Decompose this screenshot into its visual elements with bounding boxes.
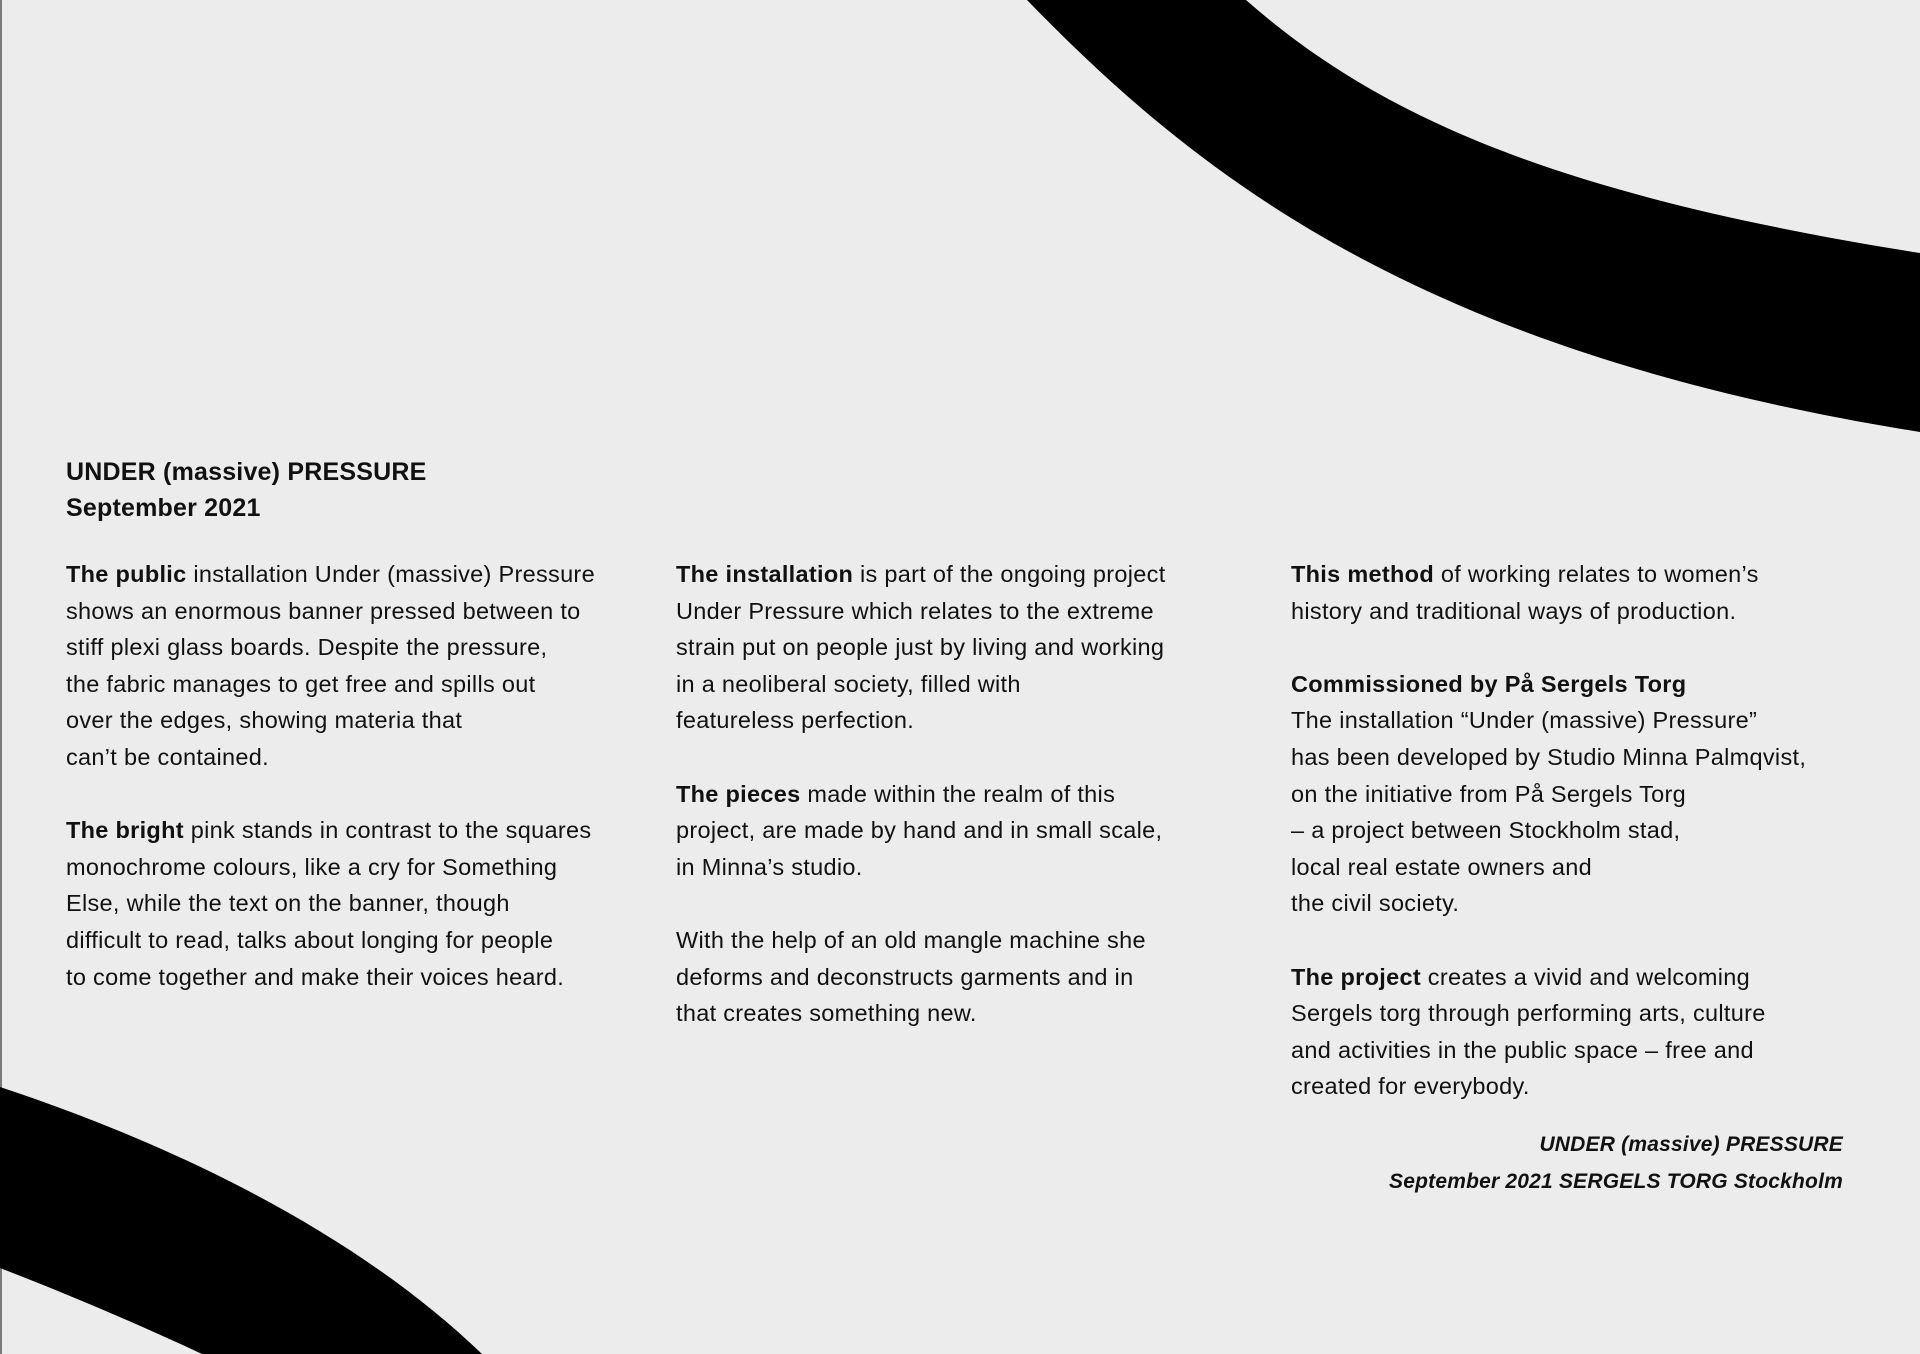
paragraph-line: difficult to read, talks about longing for people [66, 926, 554, 953]
paragraph-line: The installation “Under (massive) Pressure” [1291, 707, 1758, 734]
paragraph-lead: The bright [66, 817, 184, 844]
paragraph-line: the fabric manages to get free and spills out [66, 670, 536, 697]
paragraph-line: to come together and make their voices heard. [66, 963, 565, 990]
paragraph-line: has been developed by Studio Minna Palmqvist, [1291, 743, 1807, 770]
paragraph-line: can’t be contained. [66, 743, 269, 770]
text-column-2 [676, 556, 1236, 1032]
paragraph-spacer [676, 739, 1236, 776]
paragraph-spacer [66, 776, 646, 813]
document-date: September 2021 [66, 494, 261, 522]
paragraph-line: Under Pressure which relates to the extreme [676, 597, 1154, 624]
paragraph-line: project, are made by hand and in small scale, [676, 817, 1163, 844]
paragraph-line: in Minna’s studio. [676, 853, 863, 880]
paragraph-line: on the initiative from På Sergels Torg [1291, 780, 1686, 807]
paragraph-line: history and traditional ways of production. [1291, 597, 1737, 624]
paragraph-line: With the help of an old mangle machine she [676, 926, 1146, 953]
paragraph-lead: This method [1291, 561, 1434, 587]
signature-title: UNDER (massive) PRESSURE [1539, 1133, 1843, 1156]
document-title: UNDER (massive) PRESSURE [66, 458, 427, 486]
paragraph-spacer [1291, 629, 1871, 666]
paragraph-line: created for everybody. [1291, 1073, 1530, 1100]
paragraph-line: the civil society. [1291, 890, 1460, 917]
paragraph-line: deforms and deconstructs garments and in [676, 963, 1134, 990]
paragraph-line: that creates something new. [676, 1000, 977, 1027]
text-column-3 [1291, 556, 1871, 1105]
paragraph-line: in a neoliberal society, filled with [676, 670, 1021, 697]
paragraph-line: strain put on people just by living and working [676, 634, 1165, 661]
paragraph-line: This method of working relates to women’s [1291, 561, 1759, 587]
signature-block [1389, 1127, 1843, 1200]
paragraph-line: The installation is part of the ongoing project [676, 561, 1166, 587]
signature-place-date: September 2021 SERGELS TORG Stockholm [1389, 1169, 1843, 1193]
document-heading [66, 454, 426, 526]
paragraph-lead: The public [66, 561, 187, 587]
paragraph-line: The project creates a vivid and welcoming [1291, 963, 1750, 990]
paragraph-line: and activities in the public space – free and [1291, 1036, 1754, 1063]
paragraph-spacer [676, 885, 1236, 922]
paragraph-lead: The installation [676, 561, 854, 587]
paragraph-line: Else, while the text on the banner, though [66, 890, 510, 917]
paragraph-line: Sergels torg through performing arts, culture [1291, 1000, 1766, 1027]
paragraph-line: local real estate owners and [1291, 853, 1593, 880]
paragraph-line: stiff plexi glass boards. Despite the pressure, [66, 634, 548, 661]
paragraph-line: shows an enormous banner pressed between to [66, 597, 581, 624]
paragraph-line: over the edges, showing materia that [66, 707, 463, 734]
paragraph-lead: The project [1291, 963, 1421, 990]
paragraph-line: The pieces made within the realm of this [676, 780, 1116, 807]
paragraph-spacer [1291, 922, 1871, 959]
paragraph-line: featureless perfection. [676, 707, 915, 734]
text-column-1 [66, 556, 646, 995]
paragraph-line: The bright pink stands in contrast to the squares [66, 817, 592, 844]
paragraph-line: – a project between Stockholm stad, [1291, 817, 1681, 844]
section-heading: Commissioned by På Sergels Torg [1291, 670, 1687, 697]
paragraph-line: The public installation Under (massive) Pressure [66, 561, 595, 587]
bottom-left-arc [0, 1087, 482, 1354]
paragraph-line: monochrome colours, like a cry for Something [66, 853, 558, 880]
paragraph-lead: The pieces [676, 780, 801, 807]
top-right-arc [1027, 0, 1920, 432]
